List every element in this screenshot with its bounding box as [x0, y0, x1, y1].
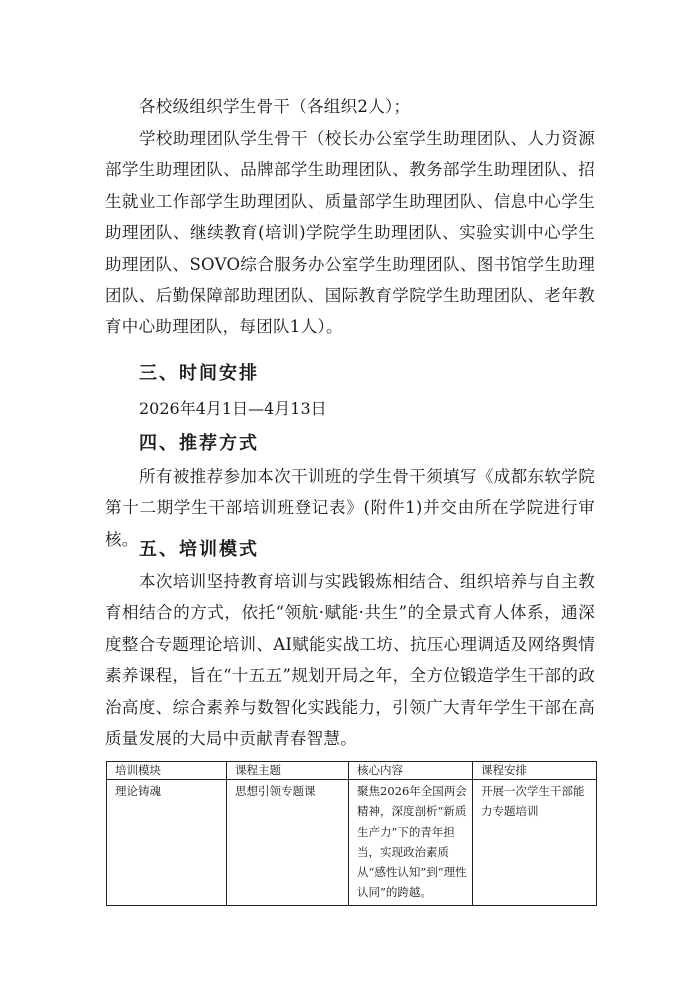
table-cell-module: 理论铸魂: [107, 780, 227, 906]
table-row: [107, 780, 597, 906]
course-table: [106, 761, 597, 906]
training-mode-paragraph: 本次培训坚持教育培训与实践锻炼相结合、组织培养与自主教育相结合的方式，依托“领航·赋能·共生”的全景式育人体系，通深度整合专题理论培训、AI赋能实战工坊、抗压心理调适及网络舆情素养课程，旨在“十五五”规划开局之年，全方位锻造学生干部的政治高度、综合素养与数智化实践能力，引领广大青年学生干部在高质量发展的大局中贡献青春智慧。: [105, 572, 595, 749]
table-header-module: 培训模块: [107, 762, 227, 780]
intro-paragraph-1: 各校级组织学生骨干（各组织2人）；: [139, 97, 411, 116]
table-header-topic: 课程主题: [227, 762, 349, 780]
intro-paragraph-2: 学校助理团队学生骨干（校长办公室学生助理团队、人力资源部学生助理团队、品牌部学生助理团队、教务部学生助理团队、招生就业工作部学生助理团队、质量部学生助理团队、信息中心学生助理团队、继续教育(培训)学院学生助理团队、实验实训中心学生助理团队、SOVO综合服务办公室学生助理团队、图书馆学生助理团队、后勤保障部助理团队、国际教育学院学生助理团队、老年教育中心助理团队，每团队1人）。: [105, 129, 595, 337]
table-cell-topic: 思想引领专题课: [227, 780, 349, 906]
section-heading-training-mode: 五、培训模式: [139, 539, 259, 560]
table-header-arrangement: 课程安排: [473, 762, 597, 780]
table-header-content: 核心内容: [349, 762, 473, 780]
table-cell-content: 聚焦2026年全国两会精神，深度剖析“新质生产力”下的青年担当，实现政治素质从“感性认知”到“理性认同”的跨越。: [349, 780, 473, 906]
table-header-row: [107, 762, 597, 780]
schedule-dates: 2026年4月1日—4月13日: [139, 399, 327, 418]
section-heading-schedule: 三、时间安排: [139, 363, 259, 384]
table-cell-arrangement: 开展一次学生干部能力专题培训: [473, 780, 597, 906]
recommendation-paragraph: 所有被推荐参加本次干训班的学生骨干须填写《成都东软学院第十二期学生干部培训班登记表》(附件1)并交由所在学院进行审核。: [105, 467, 595, 549]
section-heading-recommendation: 四、推荐方式: [139, 433, 259, 454]
